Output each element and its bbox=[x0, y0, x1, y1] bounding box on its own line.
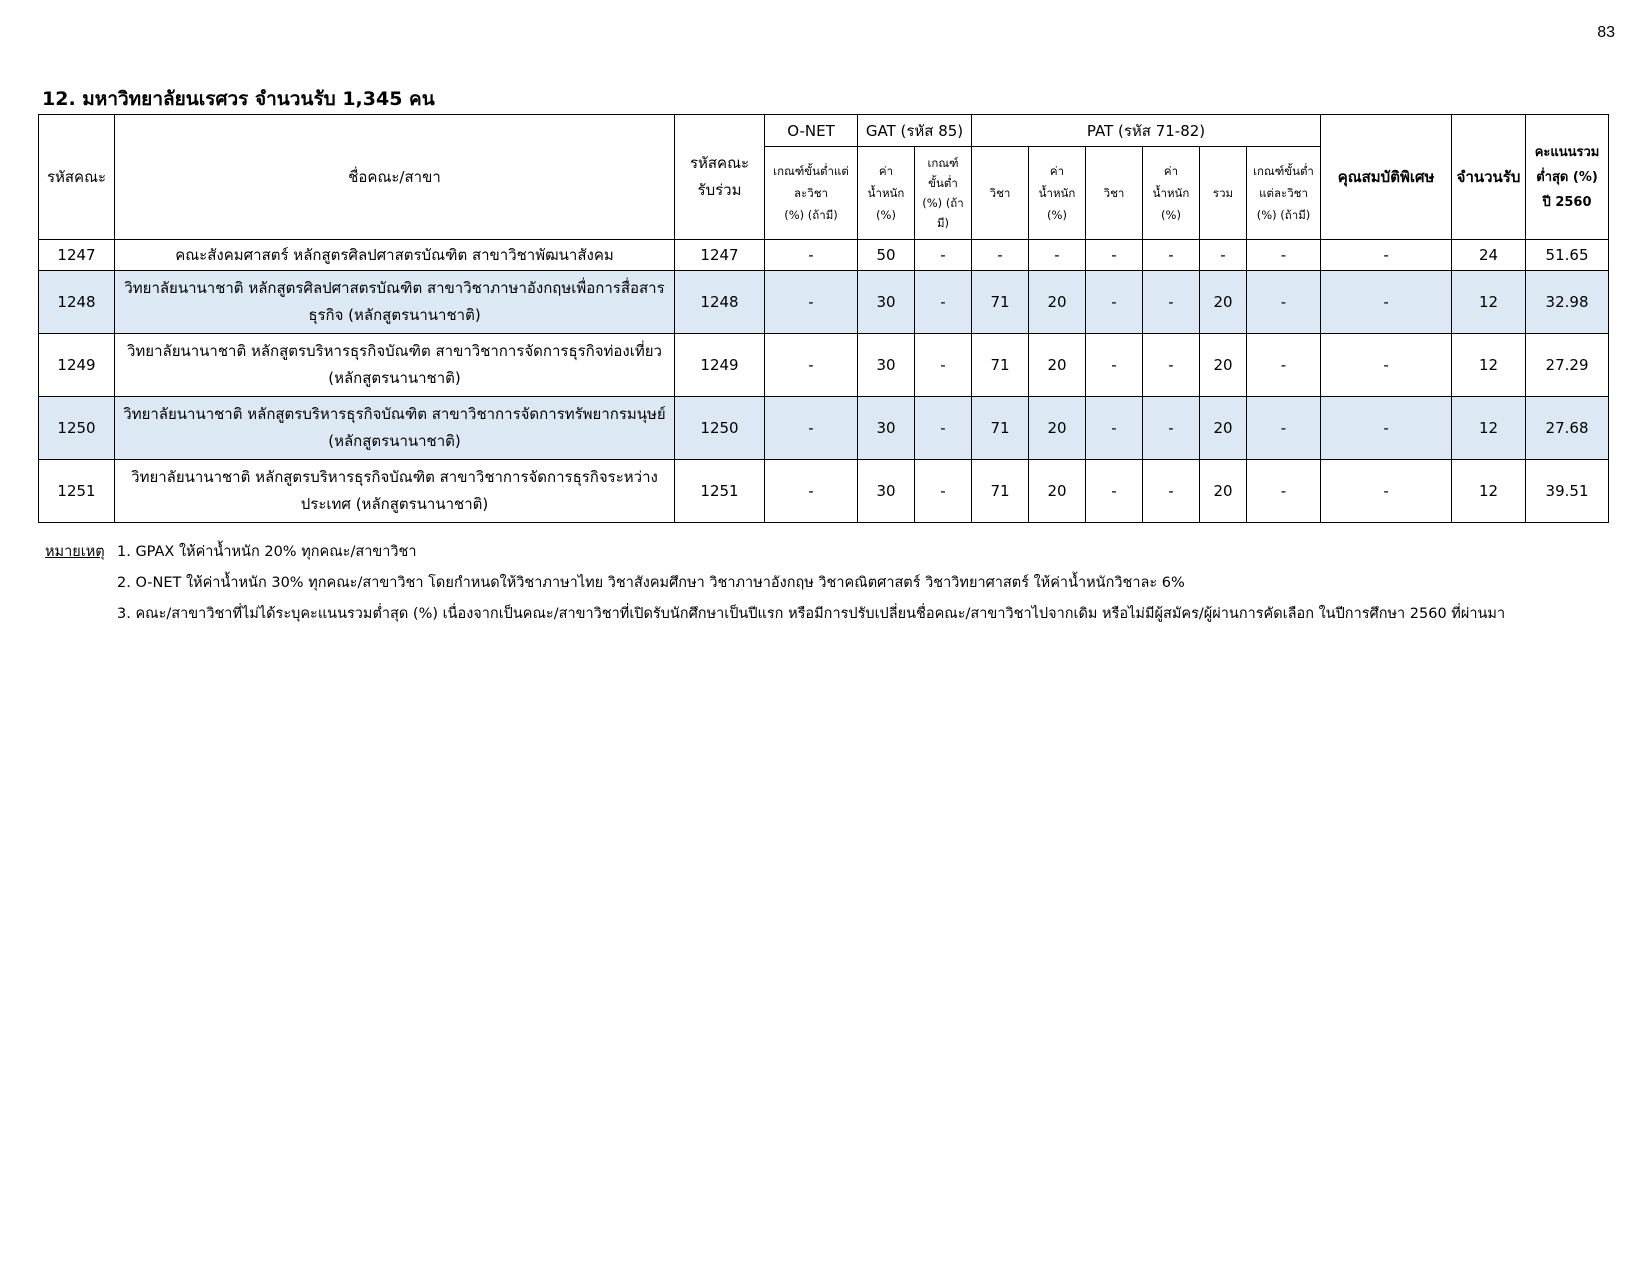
header-pat-weight-2: ค่า น้ำหนัก (%) bbox=[1143, 147, 1200, 240]
cell-gat-weight: 30 bbox=[858, 460, 915, 523]
cell-special: - bbox=[1321, 271, 1452, 334]
cell-joint-code: 1248 bbox=[675, 271, 765, 334]
table-row bbox=[39, 460, 1609, 523]
name-line-2: (หลักสูตรนานาชาติ) bbox=[328, 369, 461, 387]
cell-pat-weight-2: - bbox=[1143, 397, 1200, 460]
cell-pat-total: 20 bbox=[1200, 397, 1247, 460]
cell-name bbox=[115, 271, 675, 334]
cell-pat-subject-2: - bbox=[1086, 334, 1143, 397]
cell-name bbox=[115, 397, 675, 460]
cell-gat-min: - bbox=[915, 240, 972, 271]
cell-pat-subject-2: - bbox=[1086, 397, 1143, 460]
cell-joint-code: 1247 bbox=[675, 240, 765, 271]
cell-pat-total: - bbox=[1200, 240, 1247, 271]
table-row bbox=[39, 271, 1609, 334]
cell-code: 1247 bbox=[39, 240, 115, 271]
cell-special: - bbox=[1321, 397, 1452, 460]
cell-pat-subject-1: 71 bbox=[972, 334, 1029, 397]
cell-pat-subject-1: 71 bbox=[972, 460, 1029, 523]
header-gat: GAT (รหัส 85) bbox=[858, 115, 972, 147]
cell-gat-weight: 30 bbox=[858, 334, 915, 397]
cell-pat-subject-2: - bbox=[1086, 271, 1143, 334]
name-line-2: ประเทศ (หลักสูตรนานาชาติ) bbox=[300, 495, 489, 513]
cell-name bbox=[115, 334, 675, 397]
header-faculty-code: รหัสคณะ bbox=[39, 115, 115, 240]
header-special: คุณสมบัติพิเศษ bbox=[1321, 115, 1452, 240]
header-joint-code: รหัสคณะ รับร่วม bbox=[675, 115, 765, 240]
name-line-1: วิทยาลัยนานาชาติ หลักสูตรบริหารธุรกิจบัณฑิต สาขาวิชาการจัดการธุรกิจระหว่าง bbox=[131, 468, 658, 486]
header-quota: จำนวนรับ bbox=[1452, 115, 1526, 240]
cell-pat-weight-2: - bbox=[1143, 271, 1200, 334]
header-onet: O-NET bbox=[765, 115, 858, 147]
cell-gat-weight: 30 bbox=[858, 397, 915, 460]
cell-min-score: 51.65 bbox=[1526, 240, 1609, 271]
notes-label: หมายเหตุ bbox=[45, 544, 105, 560]
admission-table bbox=[38, 114, 1609, 523]
cell-pat-total: 20 bbox=[1200, 460, 1247, 523]
cell-pat-subject-2: - bbox=[1086, 240, 1143, 271]
note-line-3 bbox=[45, 599, 1505, 630]
cell-pat-weight-2: - bbox=[1143, 240, 1200, 271]
cell-gat-weight: 50 bbox=[858, 240, 915, 271]
header-gat-min: เกณฑ์ ขั้นต่ำ (%) (ถ้า มี) bbox=[915, 147, 972, 240]
cell-gat-min: - bbox=[915, 271, 972, 334]
cell-joint-code: 1251 bbox=[675, 460, 765, 523]
cell-pat-weight-2: - bbox=[1143, 334, 1200, 397]
header-gat-weight: ค่า น้ำหนัก (%) bbox=[858, 147, 915, 240]
cell-min-score: 27.29 bbox=[1526, 334, 1609, 397]
cell-quota: 12 bbox=[1452, 460, 1526, 523]
name-line-1: วิทยาลัยนานาชาติ หลักสูตรบริหารธุรกิจบัณฑิต สาขาวิชาการจัดการธุรกิจท่องเที่ยว bbox=[127, 342, 662, 360]
name-line-2: ธุรกิจ (หลักสูตรนานาชาติ) bbox=[308, 306, 481, 324]
cell-code: 1250 bbox=[39, 397, 115, 460]
cell-pat-min: - bbox=[1247, 334, 1321, 397]
cell-min-score: 27.68 bbox=[1526, 397, 1609, 460]
cell-pat-total: 20 bbox=[1200, 271, 1247, 334]
table-row bbox=[39, 240, 1609, 271]
cell-code: 1248 bbox=[39, 271, 115, 334]
cell-pat-subject-1: 71 bbox=[972, 271, 1029, 334]
cell-special: - bbox=[1321, 460, 1452, 523]
name-line-2: (หลักสูตรนานาชาติ) bbox=[328, 432, 461, 450]
header-faculty-name: ชื่อคณะ/สาขา bbox=[115, 115, 675, 240]
cell-onet-min: - bbox=[765, 460, 858, 523]
cell-gat-min: - bbox=[915, 334, 972, 397]
cell-quota: 12 bbox=[1452, 334, 1526, 397]
header-pat-weight-1: ค่า น้ำหนัก (%) bbox=[1029, 147, 1086, 240]
cell-quota: 24 bbox=[1452, 240, 1526, 271]
cell-special: - bbox=[1321, 240, 1452, 271]
cell-joint-code: 1250 bbox=[675, 397, 765, 460]
cell-pat-weight-1: 20 bbox=[1029, 271, 1086, 334]
table-row bbox=[39, 397, 1609, 460]
cell-onet-min: - bbox=[765, 397, 858, 460]
cell-pat-min: - bbox=[1247, 271, 1321, 334]
page-number: 83 bbox=[1597, 24, 1615, 41]
cell-pat-min: - bbox=[1247, 240, 1321, 271]
cell-onet-min: - bbox=[765, 271, 858, 334]
name-line-1: วิทยาลัยนานาชาติ หลักสูตรบริหารธุรกิจบัณฑิต สาขาวิชาการจัดการทรัพยากรมนุษย์ bbox=[123, 405, 666, 423]
header-min-score: คะแนนรวม ต่ำสุด (%) ปี 2560 bbox=[1526, 115, 1609, 240]
table-row bbox=[39, 334, 1609, 397]
cell-pat-weight-1: - bbox=[1029, 240, 1086, 271]
cell-pat-min: - bbox=[1247, 460, 1321, 523]
cell-gat-min: - bbox=[915, 460, 972, 523]
cell-pat-weight-1: 20 bbox=[1029, 334, 1086, 397]
cell-pat-subject-2: - bbox=[1086, 460, 1143, 523]
note-item: 2. O-NET ให้ค่าน้ำหนัก 30% ทุกคณะ/สาขาวิชา โดยกำหนดให้วิชาภาษาไทย วิชาสังคมศึกษา วิชาภาษาอังกฤษ วิชาคณิตศาสตร์ วิชาวิทยาศาสตร์ ให้ค่าน้ำหนักวิชาละ 6% bbox=[117, 575, 1185, 591]
notes-section bbox=[45, 537, 1505, 630]
cell-onet-min: - bbox=[765, 334, 858, 397]
cell-joint-code: 1249 bbox=[675, 334, 765, 397]
note-line-2 bbox=[45, 568, 1505, 599]
name-line-1: คณะสังคมศาสตร์ หลักสูตรศิลปศาสตรบัณฑิต สาขาวิชาพัฒนาสังคม bbox=[175, 245, 614, 264]
note-item: 3. คณะ/สาขาวิชาที่ไม่ได้ระบุคะแนนรวมต่ำสุด (%) เนื่องจากเป็นคณะ/สาขาวิชาที่เปิดรับนักศึกษาเป็นปีแรก หรือมีการปรับเปลี่ยนชื่อคณะ/สาขาวิชาไปจากเดิม หรือไม่มีผู้สมัคร/ผู้ผ่านการคัดเลือก ในปีการศึกษา 2560 ที่ผ่านมา bbox=[117, 606, 1506, 622]
cell-min-score: 32.98 bbox=[1526, 271, 1609, 334]
header-onet-min: เกณฑ์ขั้นต่ำแต่ ละวิชา (%) (ถ้ามี) bbox=[765, 147, 858, 240]
cell-name bbox=[115, 460, 675, 523]
cell-name bbox=[115, 240, 675, 271]
cell-pat-weight-2: - bbox=[1143, 460, 1200, 523]
header-pat-total: รวม bbox=[1200, 147, 1247, 240]
page-title: 12. มหาวิทยาลัยนเรศวร จำนวนรับ 1,345 คน bbox=[42, 88, 435, 110]
cell-pat-weight-1: 20 bbox=[1029, 460, 1086, 523]
cell-code: 1249 bbox=[39, 334, 115, 397]
header-pat-min: เกณฑ์ขั้นต่ำ แต่ละวิชา (%) (ถ้ามี) bbox=[1247, 147, 1321, 240]
cell-code: 1251 bbox=[39, 460, 115, 523]
cell-gat-weight: 30 bbox=[858, 271, 915, 334]
cell-quota: 12 bbox=[1452, 397, 1526, 460]
header-pat: PAT (รหัส 71-82) bbox=[972, 115, 1321, 147]
name-line-1: วิทยาลัยนานาชาติ หลักสูตรศิลปศาสตรบัณฑิต สาขาวิชาภาษาอังกฤษเพื่อการสื่อสาร bbox=[124, 279, 665, 297]
header-pat-subject-2: วิชา bbox=[1086, 147, 1143, 240]
cell-min-score: 39.51 bbox=[1526, 460, 1609, 523]
cell-pat-subject-1: - bbox=[972, 240, 1029, 271]
cell-gat-min: - bbox=[915, 397, 972, 460]
cell-quota: 12 bbox=[1452, 271, 1526, 334]
cell-onet-min: - bbox=[765, 240, 858, 271]
cell-pat-total: 20 bbox=[1200, 334, 1247, 397]
header-pat-subject-1: วิชา bbox=[972, 147, 1029, 240]
cell-special: - bbox=[1321, 334, 1452, 397]
cell-pat-weight-1: 20 bbox=[1029, 397, 1086, 460]
note-line-1 bbox=[45, 537, 1505, 568]
cell-pat-min: - bbox=[1247, 397, 1321, 460]
note-item: 1. GPAX ให้ค่าน้ำหนัก 20% ทุกคณะ/สาขาวิชา bbox=[117, 544, 417, 560]
cell-pat-subject-1: 71 bbox=[972, 397, 1029, 460]
